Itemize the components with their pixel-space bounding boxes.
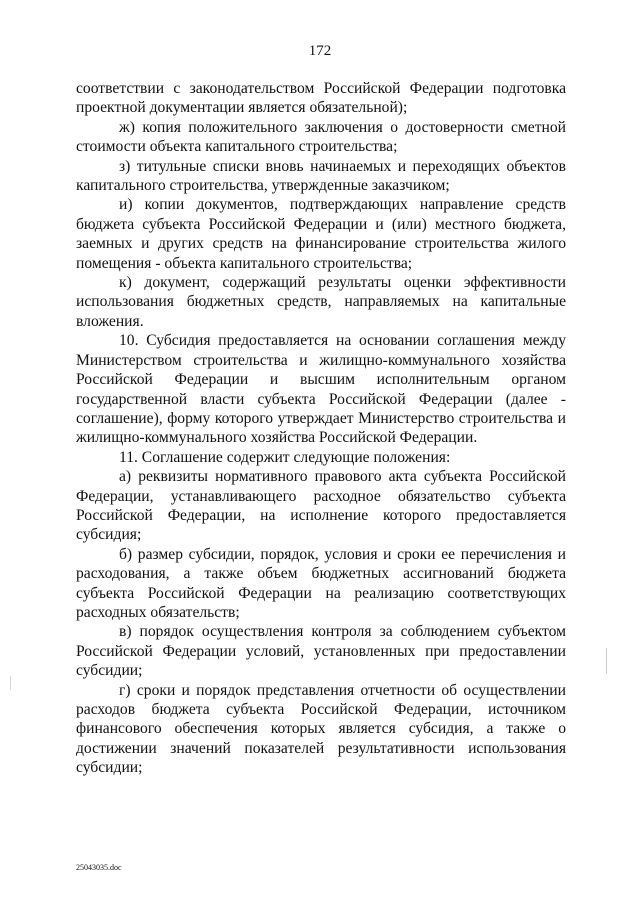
footer-file-code: 25043035.doc [76,863,122,872]
list-item-zh: ж) копия положительного заключения о достоверности сметной стоимости объекта капитального строительства; [76,118,566,156]
list-item-b: б) размер субсидии, порядок, условия и сроки ее перечисления и расходования, а также объем бюджетных ассигнований бюджета субъекта Российской Федерации на реализацию соответствующих расходных обязательств; [76,545,566,621]
page-number: 172 [308,43,332,59]
document-body [76,79,566,778]
scan-artifact [10,676,11,690]
list-item-g: г) сроки и порядок представления отчетности об осуществлении расходов бюджета субъекта Российской Федерации, источником финансового обеспечения которых является субсидия, а также о достижении значений показателей результативности использования субсидии; [76,681,566,777]
list-item-a: а) реквизиты нормативного правового акта субъекта Российской Федерации, устанавливающего расходное обязательство субъекта Российской Федерации, на исполнение которого предоставляется субсидия; [76,468,566,544]
clause-10: 10. Субсидия предоставляется на основании соглашения между Министерством строительства и жилищно-коммунального хозяйства Российской Федерации и высшим исполнительным органом государственной власти субъекта Российской Федерации (далее - соглашение), форму которого утверждает Министерство строительства и жилищно-коммунального хозяйства Российской Федерации. [76,332,566,447]
clause-11: 11. Соглашение содержит следующие положения: [119,448,451,466]
list-item-z: з) титульные списки вновь начинаемых и переходящих объектов капитального строительства, утвержденные заказчиком; [76,157,566,195]
list-item-v: в) порядок осуществления контроля за соблюдением субъектом Российской Федерации условий, установленных при предоставлении субсидии; [76,623,566,680]
list-item-k: к) документ, содержащий результаты оценки эффективности использования бюджетных средств, направляемых на капитальные вложения. [76,274,566,330]
paragraph-continuation: соответствии с законодательством Российской Федерации подготовка проектной документации является обязательной); [76,80,566,117]
scan-artifact [606,648,607,674]
list-item-i: и) копии документов, подтверждающих направление средств бюджета субъекта Российской Федерации и (или) местного бюджета, заемных и других средств на финансирование строительства жилого помещения - объекта капитального строительства; [76,196,566,272]
